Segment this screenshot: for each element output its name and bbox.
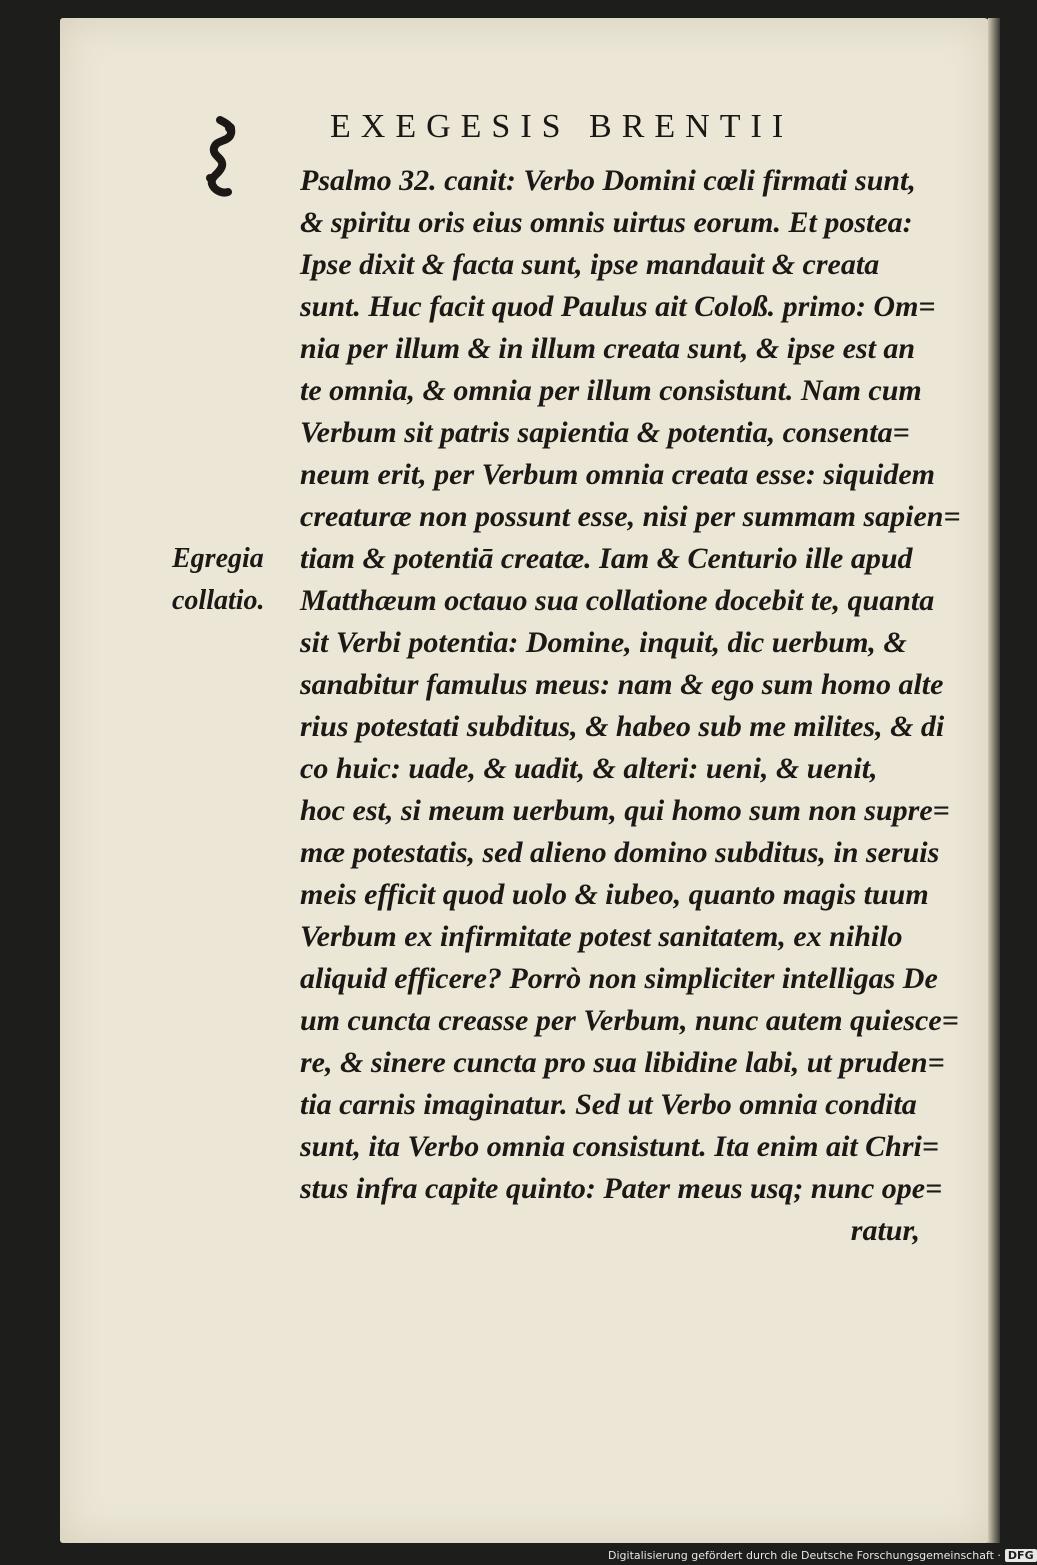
text-line: stus infra capite quinto: Pater meus usq; nunc ope= xyxy=(300,1172,943,1205)
text-line: tia carnis imaginatur. Sed ut Verbo omnia condita xyxy=(300,1088,917,1121)
text-line: um cuncta creasse per Verbum, nunc autem quiesce= xyxy=(300,1004,959,1037)
text-line: sunt, ita Verbo omnia consistunt. Ita enim ait Chri= xyxy=(300,1130,939,1163)
printer-ornament-icon xyxy=(200,118,242,196)
text-line: sanabitur famulus meus: nam & ego sum homo alte xyxy=(300,668,944,701)
text-line: Verbum sit patris sapientia & potentia, consenta= xyxy=(300,416,910,449)
text-line: nia per illum & in illum creata sunt, & ipse est an xyxy=(300,332,916,365)
text-line: hoc est, si meum uerbum, qui homo sum non supre= xyxy=(300,794,950,827)
text-line: aliquid efficere? Porrò non simpliciter intelligas De xyxy=(300,962,938,995)
text-line: & spiritu oris eius omnis uirtus eorum. Et postea: xyxy=(300,206,913,239)
text-line: neum erit, per Verbum omnia creata esse: siquidem xyxy=(300,458,936,491)
text-line: creaturæ non possunt esse, nisi per summam sapien= xyxy=(300,500,961,533)
text-line: sit Verbi potentia: Domine, inquit, dic uerbum, & xyxy=(300,626,907,659)
running-head: EXEGESIS BRENTII xyxy=(330,108,794,145)
text-line: Verbum ex infirmitate potest sanitatem, ex nihilo xyxy=(300,920,903,953)
text-line: Psalmo 32. canit: Verbo Domini cœli firmati sunt, xyxy=(300,164,916,197)
text-line: re, & sinere cuncta pro sua libidine labi, ut pruden= xyxy=(300,1046,945,1079)
marginal-note-line: Egregia xyxy=(172,543,264,574)
body-text xyxy=(300,160,961,1252)
text-line: rius potestati subditus, & habeo sub me milites, & di xyxy=(300,710,945,743)
dfg-logo-icon: DFG xyxy=(1005,1549,1037,1562)
text-line: Matthæum octauo sua collatione docebit te, quanta xyxy=(300,584,935,617)
text-line: mæ potestatis, sed alieno domino subditus, in seruis xyxy=(300,836,940,869)
footer-credit: Digitalisierung gefördert durch die Deutsche Forschungsgemeinschaft · xyxy=(608,1549,1001,1562)
text-line: te omnia, & omnia per illum consistunt. Nam cum xyxy=(300,374,922,407)
marginal-note xyxy=(172,538,292,622)
text-line: Ipse dixit & facta sunt, ipse mandauit & creata xyxy=(300,248,880,281)
digitization-footer xyxy=(608,1549,1037,1562)
catchword: ratur, xyxy=(850,1214,920,1247)
text-line: co huic: uade, & uadit, & alteri: ueni, & uenit, xyxy=(300,752,878,785)
text-line: tiam & potentiā creatæ. Iam & Centurio ille apud xyxy=(300,542,913,575)
text-line: sunt. Huc facit quod Paulus ait Coloß. primo: Om= xyxy=(300,290,936,323)
text-line: meis efficit quod uolo & iubeo, quanto magis tuum xyxy=(300,878,929,911)
book-spine-edge xyxy=(988,18,1000,1543)
marginal-note-line: collatio. xyxy=(172,585,265,616)
